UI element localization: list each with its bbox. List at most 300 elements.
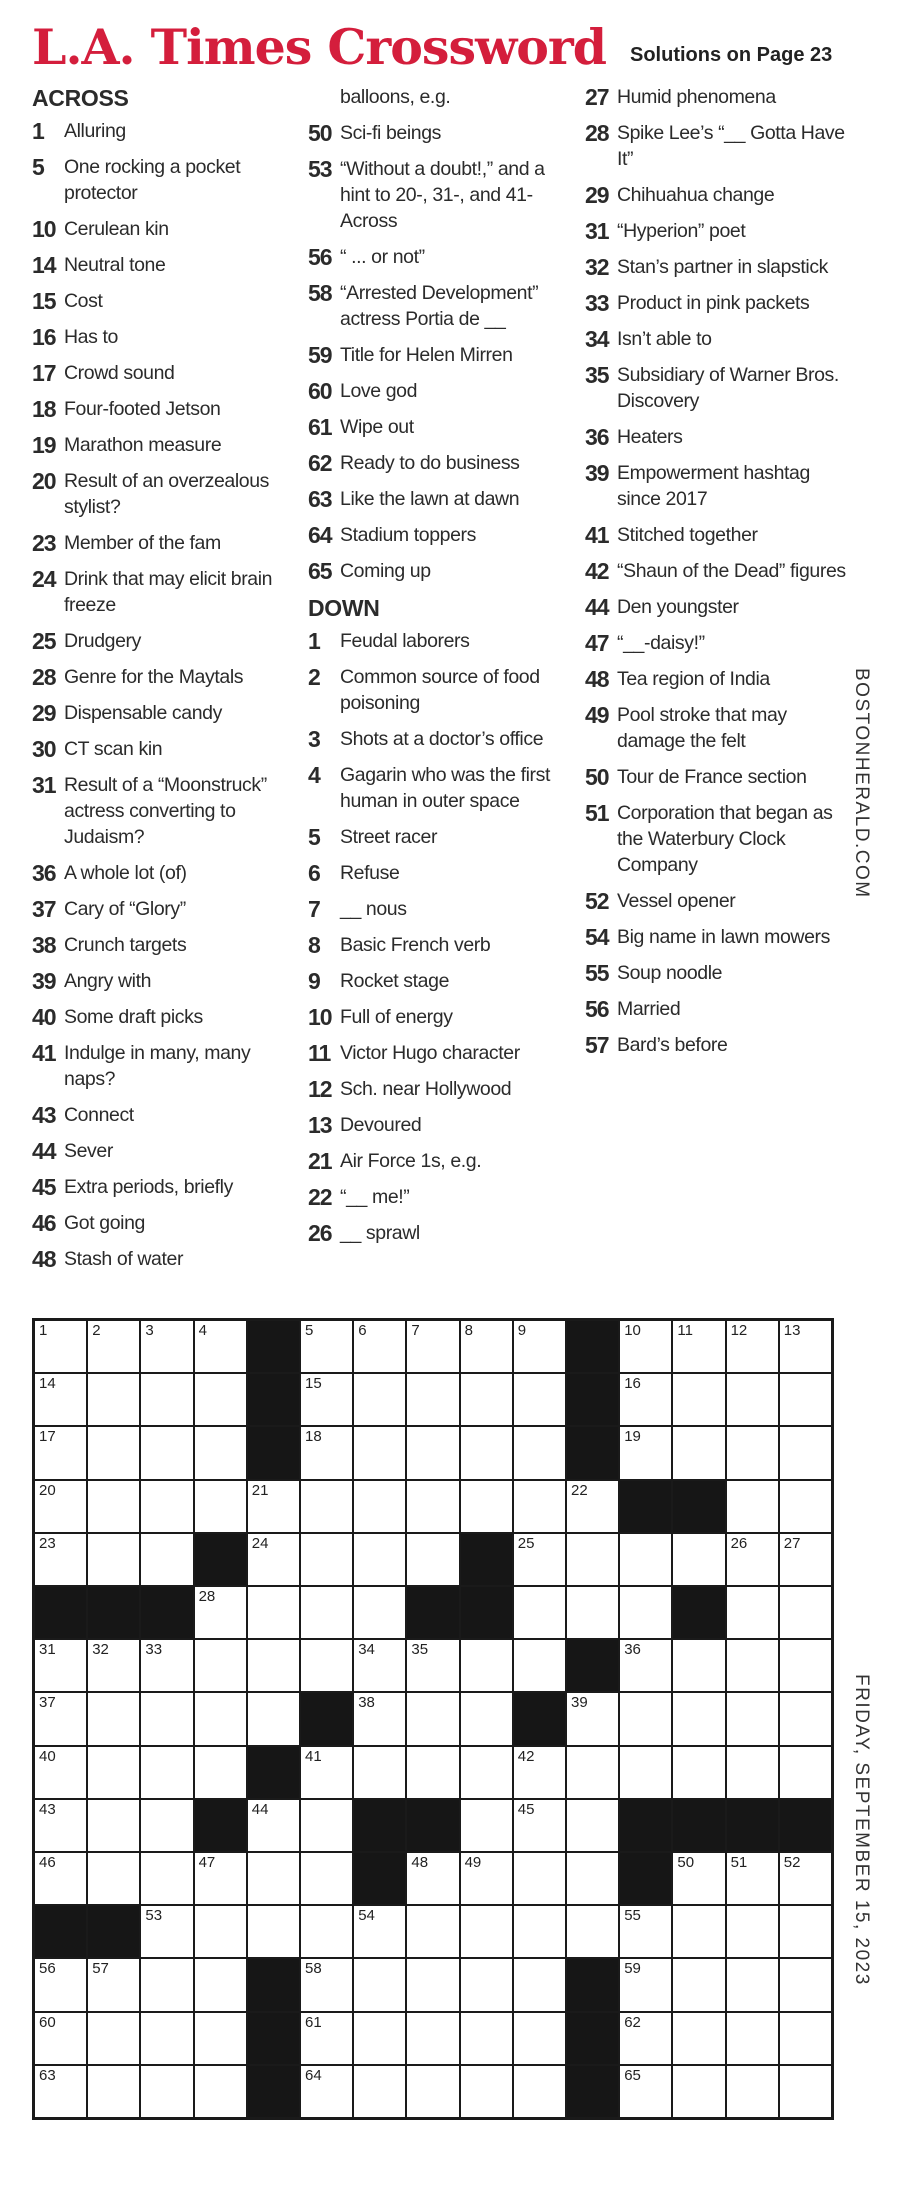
- grid-cell[interactable]: [780, 1481, 831, 1532]
- grid-cell[interactable]: [673, 1959, 724, 2010]
- grid-cell[interactable]: [514, 1534, 565, 1585]
- grid-cell[interactable]: [407, 1640, 458, 1691]
- clue-number: 26: [308, 1220, 332, 1246]
- grid-cell[interactable]: [88, 1321, 139, 1372]
- clue-text: Full of energy: [340, 1006, 453, 1028]
- grid-cell[interactable]: [673, 1906, 724, 1957]
- grid-cell[interactable]: [620, 1906, 671, 1957]
- grid-cell[interactable]: [35, 1693, 86, 1744]
- grid-cell[interactable]: [461, 1374, 512, 1425]
- grid-cell[interactable]: [354, 1693, 405, 1744]
- grid-cell[interactable]: [407, 1374, 458, 1425]
- clue-text: Married: [617, 998, 681, 1020]
- grid-cell[interactable]: [620, 1534, 671, 1585]
- grid-cell[interactable]: [461, 2013, 512, 2064]
- grid-cell[interactable]: [35, 1374, 86, 1425]
- grid-cell[interactable]: [567, 1853, 618, 1904]
- clue-text: Cost: [64, 290, 103, 312]
- grid-cell[interactable]: [141, 1747, 192, 1798]
- clue-item: [308, 932, 578, 958]
- grid-cell[interactable]: [88, 1640, 139, 1691]
- clue-text: “__ me!”: [340, 1186, 410, 1208]
- grid-cell[interactable]: [727, 1534, 778, 1585]
- black-square: [727, 1800, 778, 1851]
- cell-number: 64: [305, 2066, 322, 2084]
- clue-number: 6: [308, 860, 320, 886]
- clue-item: [308, 486, 578, 512]
- grid-cell[interactable]: [248, 1534, 299, 1585]
- clue-item: [32, 1102, 297, 1128]
- grid-cell[interactable]: [354, 1959, 405, 2010]
- grid-cell[interactable]: [673, 1853, 724, 1904]
- grid-cell[interactable]: [461, 1321, 512, 1372]
- clue-item: [32, 288, 297, 314]
- clue-item: [32, 736, 297, 762]
- crossword-grid[interactable]: [32, 1318, 834, 2120]
- grid-cell[interactable]: [141, 2013, 192, 2064]
- grid-cell[interactable]: [248, 1800, 299, 1851]
- clue-item: [32, 154, 297, 206]
- clue-text: Crowd sound: [64, 362, 175, 384]
- grid-cell[interactable]: [567, 1693, 618, 1744]
- grid-cell[interactable]: [141, 1534, 192, 1585]
- grid-cell[interactable]: [620, 1640, 671, 1691]
- grid-cell[interactable]: [673, 1374, 724, 1425]
- grid-cell[interactable]: [141, 1321, 192, 1372]
- cell-number: 52: [783, 1854, 801, 1871]
- grid-cell[interactable]: [248, 1481, 299, 1532]
- website-label: BOSTONHERALD.COM: [851, 668, 872, 899]
- grid-cell[interactable]: [354, 2013, 405, 2064]
- clue-number: 12: [308, 1076, 332, 1102]
- clue-number: 51: [585, 800, 609, 826]
- clue-text: Soup noodle: [617, 962, 723, 984]
- grid-cell[interactable]: [620, 1693, 671, 1744]
- grid-cell[interactable]: [301, 1747, 352, 1798]
- grid-cell[interactable]: [673, 2013, 724, 2064]
- grid-cell[interactable]: [354, 1481, 405, 1532]
- clue-number: 49: [585, 702, 609, 728]
- clue-text: Crunch targets: [64, 934, 187, 956]
- grid-cell[interactable]: [461, 1747, 512, 1798]
- grid-cell[interactable]: [727, 1693, 778, 1744]
- grid-cell[interactable]: [88, 1959, 139, 2010]
- grid-cell[interactable]: [354, 1587, 405, 1638]
- grid-cell[interactable]: [407, 1427, 458, 1478]
- clue-number: 14: [32, 252, 56, 278]
- grid-cell[interactable]: [461, 1906, 512, 1957]
- clue-number: 59: [308, 342, 332, 368]
- grid-cell[interactable]: [461, 2066, 512, 2117]
- grid-cell[interactable]: [141, 1853, 192, 1904]
- grid-cell[interactable]: [567, 1481, 618, 1532]
- clue-item: [32, 664, 297, 690]
- clue-item: [308, 244, 578, 270]
- grid-cell[interactable]: [88, 1747, 139, 1798]
- grid-cell[interactable]: [195, 1640, 246, 1691]
- grid-cell[interactable]: [780, 1427, 831, 1478]
- grid-cell[interactable]: [567, 1587, 618, 1638]
- grid-cell[interactable]: [195, 1321, 246, 1372]
- clue-text: Spike Lee’s “__ Gotta Have It”: [617, 122, 845, 170]
- grid-cell[interactable]: [195, 1959, 246, 2010]
- grid-cell[interactable]: [354, 1321, 405, 1372]
- grid-cell[interactable]: [620, 1747, 671, 1798]
- clue-text: Indulge in many, many naps?: [64, 1042, 251, 1090]
- clue-text: Gagarin who was the first human in outer space: [340, 764, 551, 812]
- grid-cell[interactable]: [727, 1853, 778, 1904]
- grid-cell[interactable]: [514, 1481, 565, 1532]
- clue-number: 5: [32, 154, 44, 180]
- grid-cell[interactable]: [673, 1640, 724, 1691]
- grid-cell[interactable]: [514, 1374, 565, 1425]
- clue-item: [308, 522, 578, 548]
- grid-cell[interactable]: [141, 1800, 192, 1851]
- clue-item: [32, 432, 297, 458]
- clue-text: Coming up: [340, 560, 431, 582]
- grid-cell[interactable]: [354, 1427, 405, 1478]
- grid-cell[interactable]: [407, 1747, 458, 1798]
- grid-cell[interactable]: [780, 1640, 831, 1691]
- grid-cell[interactable]: [727, 1374, 778, 1425]
- grid-cell[interactable]: [35, 2066, 86, 2117]
- cell-number: 24: [251, 1534, 269, 1552]
- grid-cell[interactable]: [567, 1800, 618, 1851]
- grid-cell[interactable]: [195, 1853, 246, 1904]
- grid-cell[interactable]: [407, 2013, 458, 2064]
- grid-cell[interactable]: [780, 2013, 831, 2064]
- grid-cell[interactable]: [514, 1959, 565, 2010]
- clue-number: 17: [32, 360, 56, 386]
- grid-cell[interactable]: [407, 2066, 458, 2117]
- grid-cell[interactable]: [514, 1800, 565, 1851]
- clue-text: Dispensable candy: [64, 702, 222, 724]
- clue-item: [32, 468, 297, 520]
- cell-number: 16: [624, 1375, 641, 1393]
- clue-number: 42: [585, 558, 609, 584]
- grid-cell[interactable]: [195, 1693, 246, 1744]
- clue-number: 56: [585, 996, 609, 1022]
- clue-text: Tour de France section: [617, 766, 807, 788]
- grid-cell[interactable]: [354, 1906, 405, 1957]
- across-clue-list-continued: [308, 120, 578, 584]
- grid-cell[interactable]: [354, 2066, 405, 2117]
- clue-item: [585, 84, 850, 110]
- grid-cell[interactable]: [673, 1693, 724, 1744]
- clue-item: [308, 120, 578, 146]
- grid-cell[interactable]: [301, 1640, 352, 1691]
- grid-cell[interactable]: [195, 1587, 246, 1638]
- clue-text: Refuse: [340, 862, 400, 884]
- grid-cell[interactable]: [514, 1640, 565, 1691]
- grid-cell[interactable]: [35, 1747, 86, 1798]
- clue-text: Den youngster: [617, 596, 739, 618]
- black-square: [620, 1800, 671, 1851]
- grid-cell[interactable]: [141, 1640, 192, 1691]
- grid-cell[interactable]: [301, 1374, 352, 1425]
- grid-cell[interactable]: [301, 1906, 352, 1957]
- grid-cell[interactable]: [248, 1693, 299, 1744]
- grid-cell[interactable]: [88, 2013, 139, 2064]
- grid-cell[interactable]: [727, 2013, 778, 2064]
- grid-cell[interactable]: [141, 1481, 192, 1532]
- clue-number: 43: [32, 1102, 56, 1128]
- cell-number: 3: [145, 1322, 154, 1339]
- cell-number: 25: [517, 1534, 535, 1552]
- black-square: [248, 1427, 299, 1478]
- clue-text: Extra periods, briefly: [64, 1176, 233, 1198]
- grid-cell[interactable]: [620, 1374, 671, 1425]
- grid-cell[interactable]: [673, 1427, 724, 1478]
- grid-cell[interactable]: [620, 2066, 671, 2117]
- grid-cell[interactable]: [514, 1587, 565, 1638]
- grid-cell[interactable]: [461, 1481, 512, 1532]
- clue-number: 39: [585, 460, 609, 486]
- grid-cell[interactable]: [727, 1481, 778, 1532]
- clue-item: [308, 628, 578, 654]
- clue-number: 55: [585, 960, 609, 986]
- black-square: [354, 1853, 405, 1904]
- grid-cell[interactable]: [141, 2066, 192, 2117]
- grid-cell[interactable]: [88, 2066, 139, 2117]
- grid-cell[interactable]: [301, 1587, 352, 1638]
- grid-cell[interactable]: [407, 1693, 458, 1744]
- grid-cell[interactable]: [727, 1640, 778, 1691]
- clue-number: 8: [308, 932, 320, 958]
- grid-cell[interactable]: [354, 1640, 405, 1691]
- grid-cell[interactable]: [88, 1374, 139, 1425]
- grid-cell[interactable]: [514, 2013, 565, 2064]
- clue-item: [32, 530, 297, 556]
- grid-cell[interactable]: [567, 1747, 618, 1798]
- grid-cell[interactable]: [620, 1427, 671, 1478]
- grid-cell[interactable]: [301, 1959, 352, 2010]
- grid-cell[interactable]: [301, 1321, 352, 1372]
- cell-number: 63: [39, 2066, 56, 2084]
- grid-cell[interactable]: [35, 1640, 86, 1691]
- cell-number: 4: [198, 1322, 207, 1339]
- clue-number: 16: [32, 324, 56, 350]
- grid-cell[interactable]: [514, 1321, 565, 1372]
- grid-cell[interactable]: [780, 1534, 831, 1585]
- clue-item: [308, 968, 578, 994]
- grid-cell[interactable]: [407, 1959, 458, 2010]
- clue-item: [585, 594, 850, 620]
- grid-cell[interactable]: [780, 1693, 831, 1744]
- grid-cell[interactable]: [727, 2066, 778, 2117]
- across-heading: ACROSS: [32, 85, 129, 111]
- black-square: [461, 1587, 512, 1638]
- grid-cell[interactable]: [301, 1534, 352, 1585]
- clue-text: Some draft picks: [64, 1006, 203, 1028]
- grid-cell[interactable]: [780, 1906, 831, 1957]
- cell-number: 9: [517, 1322, 527, 1339]
- black-square: [141, 1587, 192, 1638]
- grid-cell[interactable]: [407, 1321, 458, 1372]
- cell-number: 43: [39, 1800, 56, 1818]
- grid-cell[interactable]: [780, 1959, 831, 2010]
- grid-cell[interactable]: [780, 1587, 831, 1638]
- grid-cell[interactable]: [620, 1959, 671, 2010]
- grid-cell[interactable]: [514, 1906, 565, 1957]
- grid-cell[interactable]: [461, 1959, 512, 2010]
- grid-cell[interactable]: [195, 2013, 246, 2064]
- grid-cell[interactable]: [195, 1481, 246, 1532]
- clue-item: [32, 566, 297, 618]
- grid-cell[interactable]: [35, 1853, 86, 1904]
- clue-item: [585, 1032, 850, 1058]
- down-heading: DOWN: [308, 595, 380, 621]
- clue-text: “ ... or not”: [340, 246, 425, 268]
- grid-cell[interactable]: [35, 1481, 86, 1532]
- grid-cell[interactable]: [727, 1747, 778, 1798]
- grid-cell[interactable]: [35, 2013, 86, 2064]
- grid-cell[interactable]: [567, 1906, 618, 1957]
- grid-cell[interactable]: [248, 1853, 299, 1904]
- grid-cell[interactable]: [35, 1321, 86, 1372]
- clue-item: [308, 1148, 578, 1174]
- grid-cell[interactable]: [195, 1427, 246, 1478]
- grid-cell[interactable]: [461, 1800, 512, 1851]
- grid-cell[interactable]: [141, 1427, 192, 1478]
- clue-number: 35: [585, 362, 609, 388]
- clue-number: 10: [308, 1004, 332, 1030]
- clue-text: Love god: [340, 380, 418, 402]
- grid-cell[interactable]: [514, 1747, 565, 1798]
- cell-number: 51: [730, 1854, 748, 1871]
- grid-cell[interactable]: [780, 1321, 831, 1372]
- grid-cell[interactable]: [673, 2066, 724, 2117]
- grid-cell[interactable]: [301, 2066, 352, 2117]
- grid-cell[interactable]: [673, 1534, 724, 1585]
- grid-cell[interactable]: [514, 2066, 565, 2117]
- grid-cell[interactable]: [195, 1747, 246, 1798]
- grid-cell[interactable]: [301, 2013, 352, 2064]
- grid-cell[interactable]: [727, 1959, 778, 2010]
- solutions-note: Solutions on Page 23: [630, 44, 833, 66]
- grid-cell[interactable]: [514, 1427, 565, 1478]
- grid-cell[interactable]: [727, 1321, 778, 1372]
- grid-cell[interactable]: [620, 1321, 671, 1372]
- black-square: [567, 2066, 618, 2117]
- grid-cell[interactable]: [620, 2013, 671, 2064]
- grid-cell[interactable]: [780, 2066, 831, 2117]
- grid-cell[interactable]: [141, 1374, 192, 1425]
- grid-cell[interactable]: [407, 1534, 458, 1585]
- grid-cell[interactable]: [88, 1427, 139, 1478]
- grid-cell[interactable]: [301, 1853, 352, 1904]
- grid-cell[interactable]: [88, 1853, 139, 1904]
- clue-item: [585, 924, 850, 950]
- clue-text: Stan’s partner in slapstick: [617, 256, 829, 278]
- grid-cell[interactable]: [461, 1853, 512, 1904]
- grid-cell[interactable]: [620, 1587, 671, 1638]
- clue-text: Stash of water: [64, 1248, 184, 1270]
- grid-cell[interactable]: [141, 1693, 192, 1744]
- black-square: [514, 1693, 565, 1744]
- grid-cell[interactable]: [780, 1747, 831, 1798]
- grid-cell[interactable]: [673, 1321, 724, 1372]
- grid-cell[interactable]: [88, 1481, 139, 1532]
- grid-cell[interactable]: [195, 1906, 246, 1957]
- grid-cell[interactable]: [195, 1374, 246, 1425]
- black-square: [673, 1800, 724, 1851]
- clue-text: One rocking a pocket protector: [64, 156, 241, 204]
- clue-number: 64: [308, 522, 332, 548]
- black-square: [248, 1374, 299, 1425]
- clue-number: 65: [308, 558, 332, 584]
- cell-number: 54: [358, 1907, 375, 1925]
- clue-number: 39: [32, 968, 56, 994]
- cell-number: 47: [198, 1854, 216, 1871]
- grid-cell[interactable]: [354, 1534, 405, 1585]
- grid-cell[interactable]: [195, 2066, 246, 2117]
- grid-cell[interactable]: [248, 1906, 299, 1957]
- grid-cell[interactable]: [407, 1853, 458, 1904]
- grid-cell[interactable]: [248, 1640, 299, 1691]
- grid-cell[interactable]: [727, 1427, 778, 1478]
- grid-cell[interactable]: [780, 1853, 831, 1904]
- cell-number: 12: [730, 1322, 748, 1339]
- grid-cell[interactable]: [407, 1906, 458, 1957]
- grid-cell[interactable]: [141, 1959, 192, 2010]
- grid-cell[interactable]: [461, 1427, 512, 1478]
- grid-cell[interactable]: [727, 1587, 778, 1638]
- cell-number: 59: [624, 1960, 641, 1978]
- clue-number: 7: [308, 896, 320, 922]
- grid-cell[interactable]: [567, 1534, 618, 1585]
- grid-cell[interactable]: [35, 1534, 86, 1585]
- grid-cell[interactable]: [673, 1747, 724, 1798]
- cell-number: 28: [198, 1588, 216, 1605]
- clue-number: 46: [32, 1210, 56, 1236]
- grid-cell[interactable]: [35, 1427, 86, 1478]
- grid-cell[interactable]: [35, 1800, 86, 1851]
- clue-number: 41: [585, 522, 609, 548]
- clue-item: [308, 1220, 578, 1246]
- clue-item: [585, 120, 850, 172]
- grid-cell[interactable]: [407, 1481, 458, 1532]
- grid-cell[interactable]: [514, 1853, 565, 1904]
- grid-cell[interactable]: [35, 1959, 86, 2010]
- grid-cell[interactable]: [88, 1800, 139, 1851]
- grid-cell[interactable]: [88, 1534, 139, 1585]
- clue-item: [32, 1040, 297, 1092]
- clue-number: 28: [32, 664, 56, 690]
- grid-cell[interactable]: [301, 1427, 352, 1478]
- clue-text: Connect: [64, 1104, 134, 1126]
- clue-number: 15: [32, 288, 56, 314]
- grid-cell[interactable]: [301, 1800, 352, 1851]
- black-square: [673, 1587, 724, 1638]
- grid-cell[interactable]: [301, 1481, 352, 1532]
- grid-cell[interactable]: [727, 1906, 778, 1957]
- grid-cell[interactable]: [354, 1747, 405, 1798]
- clue-number: 56: [308, 244, 332, 270]
- grid-cell[interactable]: [461, 1640, 512, 1691]
- grid-cell[interactable]: [354, 1374, 405, 1425]
- cell-number: 61: [305, 2013, 322, 2031]
- cell-number: 14: [39, 1375, 56, 1393]
- grid-cell[interactable]: [461, 1693, 512, 1744]
- grid-cell[interactable]: [88, 1693, 139, 1744]
- black-square: [248, 1321, 299, 1372]
- grid-cell[interactable]: [780, 1374, 831, 1425]
- grid-cell[interactable]: [141, 1906, 192, 1957]
- grid-cell[interactable]: [248, 1587, 299, 1638]
- clue-item: [32, 360, 297, 386]
- clue-number: 20: [32, 468, 56, 494]
